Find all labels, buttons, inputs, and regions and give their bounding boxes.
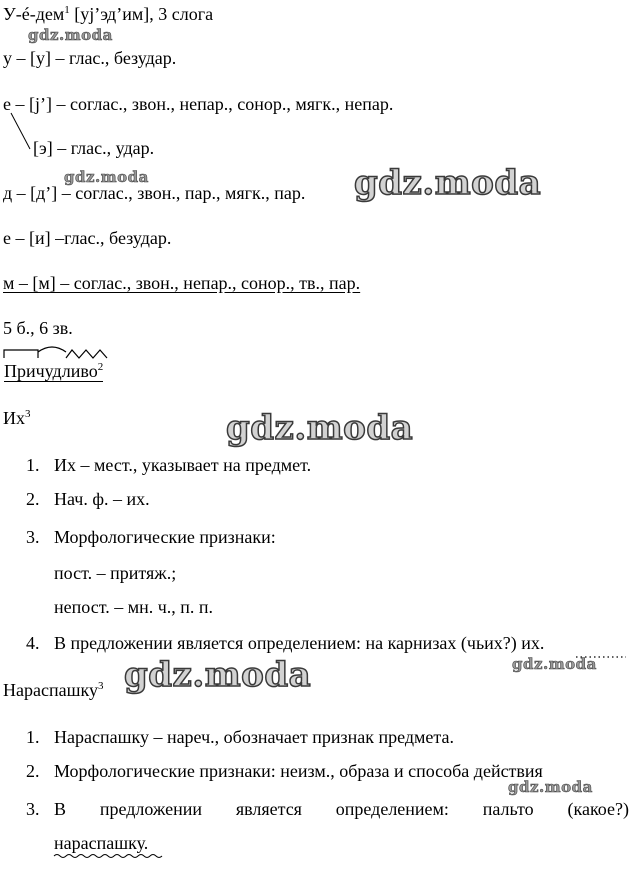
naraspashku-word: Нараспашку (3, 680, 98, 700)
ih-item-1-num: 1. (26, 455, 40, 475)
watermark-2: gdz.moda (64, 168, 149, 186)
nar-item-3-num: 3. (26, 799, 40, 819)
watermark-5: gdz.moda (124, 655, 312, 695)
phonetic-row-m: м – [м] – соглас., звон., непар., сонор., тв., пар. (3, 273, 361, 293)
ih-item-3-nonconst: непост. – мн. ч., п. п. (54, 597, 214, 617)
nar-item-3-w4: определением: (335, 799, 449, 819)
nar-item-3-w6: (какое?) (567, 799, 629, 819)
nar-item-2-num: 2. (26, 761, 40, 781)
phonetic-row-e: [э] – глас., удар. (33, 138, 155, 158)
nar-item-1: Нараспашку – нареч., обозначает признак предмета. (54, 727, 454, 747)
phonetic-transcription: [уj’эд’им], 3 слога (69, 4, 214, 24)
phonetic-row-j: е – [j’] – соглас., звон., непар., сонор., мягк., непар. (3, 94, 394, 114)
ih-word: Их (3, 408, 25, 428)
nar-item-1-num: 1. (26, 727, 40, 747)
ih-item-4-num: 4. (26, 633, 40, 653)
phonetic-word: У-é-дем (3, 4, 65, 24)
morphemic-sup: 2 (97, 361, 104, 373)
ih-item-4: В предложении является определением: на карнизах (чьих?) их. (54, 633, 545, 653)
phonetic-summary: 5 б., 6 зв. (3, 318, 73, 338)
watermark-6: gdz.moda (512, 655, 597, 673)
nar-item-3-w2: предложении (99, 799, 202, 819)
watermark-1: gdz.moda (28, 26, 113, 44)
ih-item-2-num: 2. (26, 489, 40, 509)
nar-item-3-cont: нараспашку. (54, 833, 149, 853)
ih-item-3: Морфологические признаки: (54, 527, 276, 547)
ih-sup: 3 (25, 408, 31, 420)
phonetic-row-i: е – [и] –глас., безудар. (3, 228, 172, 248)
nar-item-3-w5: пальто (482, 799, 534, 819)
nar-item-2: Морфологические признаки: неизм., образа и способа действия (54, 761, 543, 781)
phonetic-sup: 1 (64, 4, 70, 16)
phonetic-row-d: д – [д’] – соглас., звон., пар., мягк., пар. (3, 183, 306, 203)
ih-item-1: Их – мест., указывает на предмет. (54, 455, 312, 475)
ih-item-3-num: 3. (26, 527, 40, 547)
nar-item-3-w3: является (235, 799, 302, 819)
ih-item-2: Нач. ф. – их. (54, 489, 150, 509)
watermark-3: gdz.moda (354, 163, 542, 203)
phonetic-row-u: у – [у] – глас., безудар. (3, 48, 177, 68)
watermark-7: gdz.moda (508, 778, 593, 796)
ih-item-3-const: пост. – притяж.; (54, 563, 177, 583)
nar-item-3-w1: В (54, 799, 67, 819)
naraspashku-sup: 3 (97, 680, 104, 692)
watermark-4: gdz.moda (226, 408, 414, 448)
morphemic-word-text: Причудливо (4, 361, 98, 381)
